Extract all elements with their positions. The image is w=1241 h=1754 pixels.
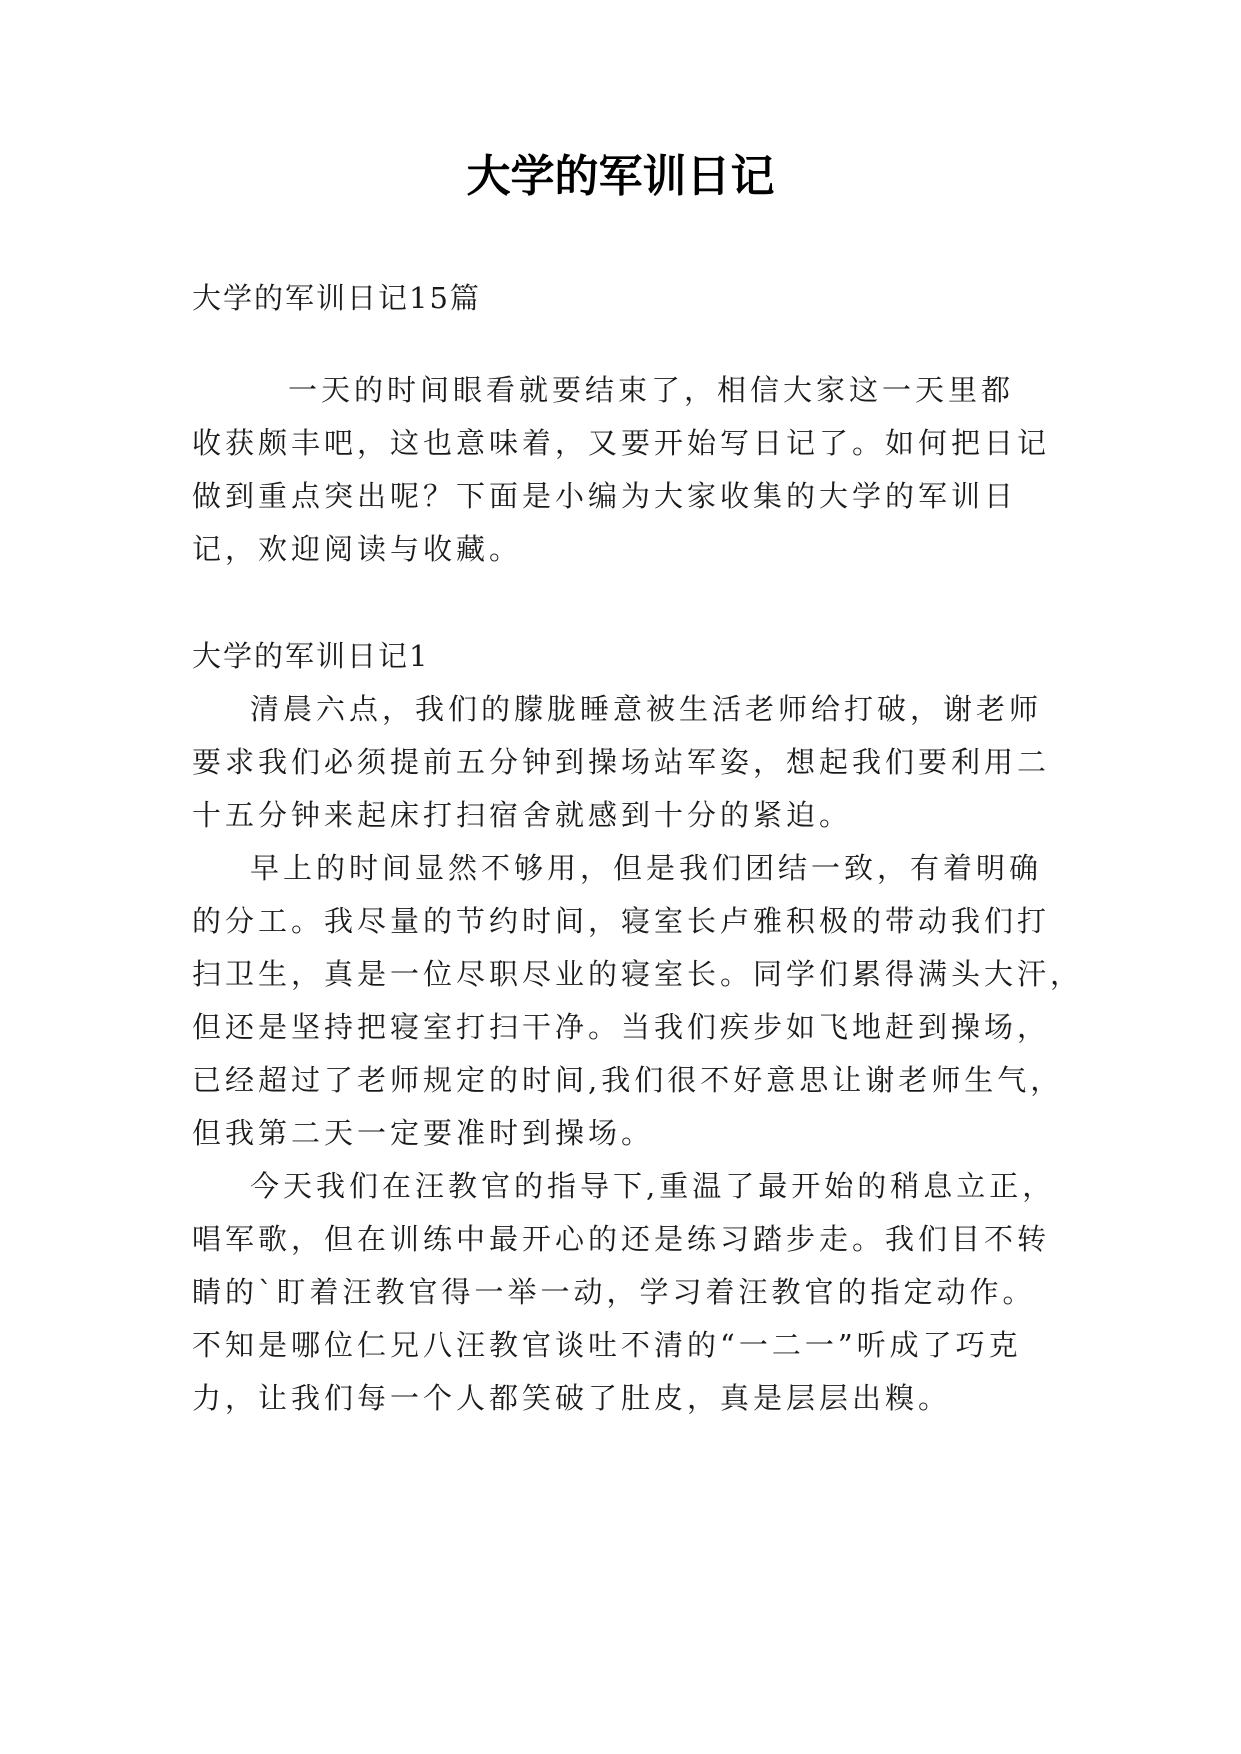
para1-line-3: 十五分钟来起床打扫宿舍就感到十分的紧迫。 xyxy=(192,798,853,832)
section-heading: 大学的军训日记1 xyxy=(192,639,430,673)
intro-line-3: 做到重点突出呢？下面是小编为大家收集的大学的军训日 xyxy=(192,479,1018,513)
para2-line-4: 但还是坚持把寝室打扫干净。当我们疾步如飞地赶到操场， xyxy=(192,1010,1051,1044)
para2-line-1: 早上的时间显然不够用，但是我们团结一致，有着明确 xyxy=(250,851,1043,885)
para3-line-2: 唱军歌，但在训练中最开心的还是练习踏步走。我们目不转 xyxy=(192,1222,1051,1256)
para2-line-5: 已经超过了老师规定的时间,我们很不好意思让谢老师生气， xyxy=(192,1063,1064,1097)
para1-line-2: 要求我们必须提前五分钟到操场站军姿，想起我们要利用二 xyxy=(192,745,1051,779)
intro-line-1: 一天的时间眼看就要结束了，相信大家这一天里都 xyxy=(288,373,1015,407)
intro-line-4: 记，欢迎阅读与收藏。 xyxy=(192,532,523,566)
para3-line-4: 不知是哪位仁兄八汪教官谈吐不清的“一二一”听成了巧克 xyxy=(192,1328,1022,1362)
document-title: 大学的军训日记 xyxy=(466,151,775,202)
para3-line-5: 力，让我们每一个人都笑破了肚皮，真是层层出糗。 xyxy=(192,1381,952,1415)
para2-line-3: 扫卫生，真是一位尽职尽业的寝室长。同学们累得满头大汗， xyxy=(192,957,1084,991)
para2-line-6: 但我第二天一定要准时到操场。 xyxy=(192,1116,655,1150)
para3-line-3: 睛的`盯着汪教官得一举一动，学习着汪教官的指定动作。 xyxy=(192,1275,1036,1309)
para1-line-1: 清晨六点，我们的朦胧睡意被生活老师给打破，谢老师 xyxy=(250,692,1043,726)
para3-line-1: 今天我们在汪教官的指导下,重温了最开始的稍息立正， xyxy=(250,1169,1056,1203)
document-subtitle: 大学的军训日记15篇 xyxy=(192,281,481,315)
intro-line-2: 收获颇丰吧，这也意味着，又要开始写日记了。如何把日记 xyxy=(192,426,1051,460)
para2-line-2: 的分工。我尽量的节约时间，寝室长卢雅积极的带动我们打 xyxy=(192,904,1051,938)
